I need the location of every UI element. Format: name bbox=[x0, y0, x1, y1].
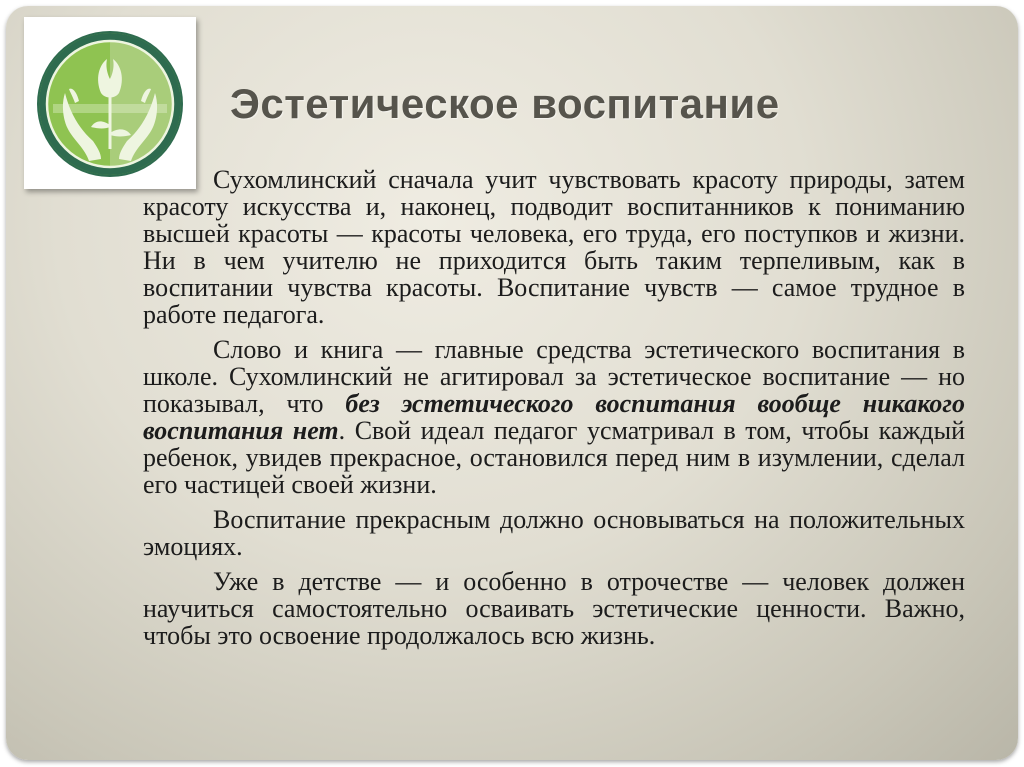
paragraph-4: Уже в детстве — и особенно в отрочестве — человек должен научиться самостоятельно осваивать эстетические ценности. Важно, чтобы это освоение продолжалось всю жизнь. bbox=[143, 567, 965, 650]
slide-title: Эстетическое воспитание bbox=[230, 80, 780, 127]
paragraph-3: Воспитание прекрасным должно основываться на положительных эмоциях. bbox=[143, 505, 965, 561]
paragraph-1: Сухомлинский сначала учит чувствовать красоту природы, затем красоту искусства и, наконец, подводит воспитанников к пониманию высшей красоты — красоты человека, его труда, его поступков и жизни. Ни в чем учителю не приходится быть таким терпеливым, как в воспитании чувства красоты. Воспитание чувств — самое трудное в работе педагога. bbox=[143, 165, 965, 329]
paragraph-2-start: Слово и книга — главные средства эстетического воспитания в школе. Сухомлинский не агитировал за эстетическое воспитание — но показывал, что bbox=[143, 335, 965, 418]
paragraph-2-end: . Свой идеал педагог усматривал в том, чтобы каждый ребенок, увидев прекрасное, остановился перед ним в изумлении, сделал его частицей своей жизни. bbox=[143, 416, 966, 499]
logo bbox=[24, 17, 196, 189]
hands-holding-flower-icon bbox=[35, 29, 185, 179]
slide-body bbox=[143, 166, 965, 657]
paragraph-2 bbox=[143, 336, 965, 498]
slide bbox=[6, 6, 1018, 760]
emphasized-phrase: без эстетического воспитания вообще никакого воспитания нет bbox=[143, 389, 965, 445]
